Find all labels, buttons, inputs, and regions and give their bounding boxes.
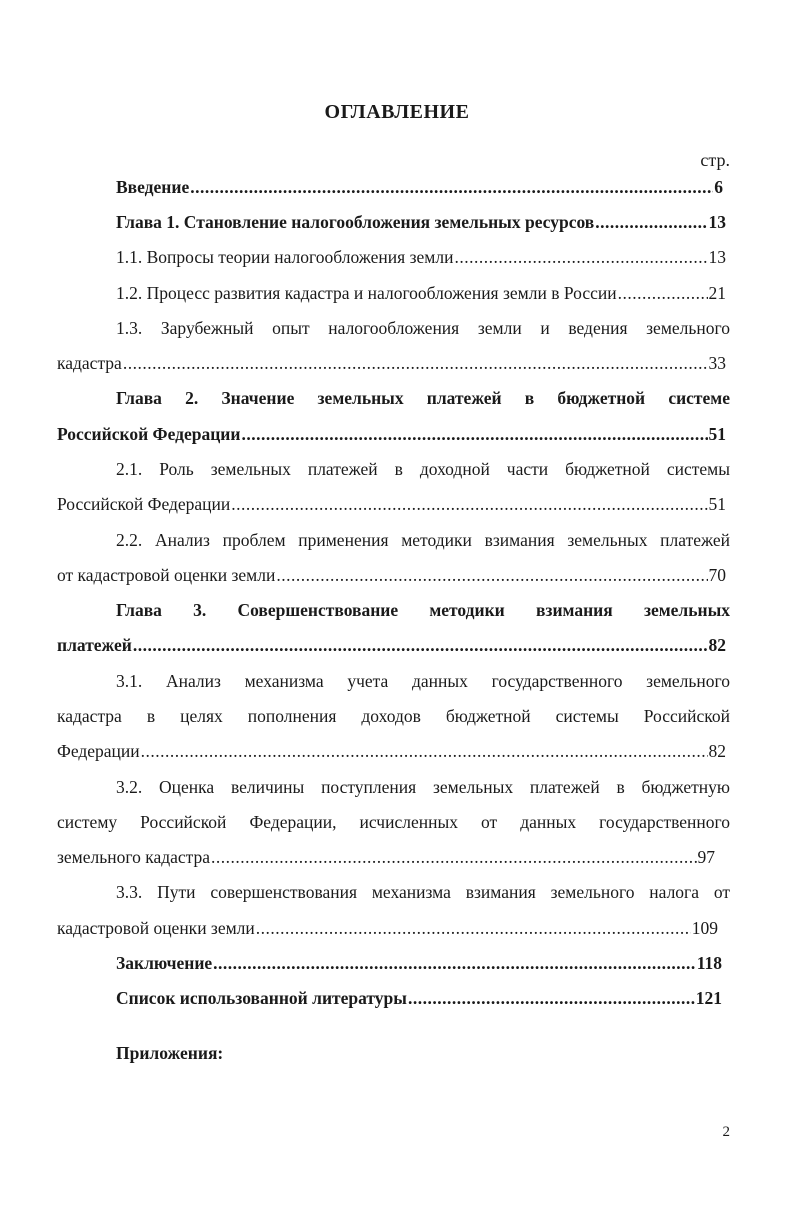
toc-entry-section-3-1-line3[interactable] — [57, 738, 726, 764]
toc-entry-section-3-2-line1[interactable]: 3.2. Оценка величины поступления земельных платежей в бюджетную — [116, 777, 730, 797]
toc-entry-text: Глава 1. Становление налогообложения земельных ресурсов — [116, 212, 595, 232]
toc-entry-page: 13 — [708, 212, 726, 232]
toc-entry-page: 21 — [708, 283, 726, 303]
toc-entry-chapter-3-line2[interactable] — [57, 632, 726, 658]
toc-entry-page: 51 — [708, 494, 726, 514]
toc-entry-chapter-2-line1[interactable]: Глава 2. Значение земельных платежей в бюджетной системе — [116, 388, 730, 408]
leader-dots — [141, 738, 708, 764]
page-number: 2 — [722, 1124, 730, 1140]
toc-entry-text: Федерации — [57, 741, 140, 761]
toc-entry-page: 70 — [708, 565, 726, 585]
toc-entry-text: от кадастровой оценки земли — [57, 565, 276, 585]
leader-dots — [123, 350, 708, 376]
toc-entry-section-2-1-line1[interactable]: 2.1. Роль земельных платежей в доходной части бюджетной системы — [116, 459, 730, 479]
toc-entry-chapter-3-line1[interactable]: Глава 3. Совершенствование методики взимания земельных — [116, 600, 730, 620]
appendix-heading[interactable]: Приложения: — [116, 1043, 224, 1063]
toc-entry-page: 82 — [708, 741, 726, 761]
toc-entry-text: 1.2. Процесс развития кадастра и налогообложения земли в России — [116, 283, 617, 303]
toc-entry-page: 6 — [714, 177, 723, 197]
leader-dots — [241, 421, 707, 447]
toc-entry-text: 1.1. Вопросы теории налогообложения земли — [116, 247, 454, 267]
toc-entry-page: 33 — [708, 353, 726, 373]
leader-dots — [256, 915, 691, 941]
toc-entry-page: 109 — [691, 918, 718, 938]
leader-dots — [408, 985, 695, 1011]
toc-entry-intro[interactable] — [116, 174, 723, 200]
toc-entry-text: Российской Федерации — [57, 424, 241, 444]
toc-entry-section-1-1[interactable] — [116, 244, 726, 270]
leader-dots — [618, 280, 708, 306]
toc-entry-page: 13 — [708, 247, 726, 267]
leader-dots — [133, 632, 708, 658]
toc-entry-page: 97 — [697, 847, 715, 867]
page-title: ОГЛАВЛЕНИЕ — [324, 101, 470, 123]
toc-entry-page: 82 — [708, 635, 726, 655]
toc-entry-section-3-1-line2[interactable]: кадастра в целях пополнения доходов бюджетной системы Российской — [57, 706, 730, 726]
toc-entry-text: Введение — [116, 177, 190, 197]
toc-entry-page: 118 — [696, 953, 722, 973]
toc-entry-section-3-2-line2[interactable]: систему Российской Федерации, исчисленных от данных государственного — [57, 812, 730, 832]
toc-entry-section-1-3-line1[interactable]: 1.3. Зарубежный опыт налогообложения земли и ведения земельного — [116, 318, 730, 338]
leader-dots — [190, 174, 713, 200]
toc-entry-section-3-2-line3[interactable] — [57, 844, 715, 870]
toc-entry-text: платежей — [57, 635, 132, 655]
leader-dots — [276, 562, 707, 588]
toc-entry-section-3-3-line2[interactable] — [57, 915, 718, 941]
toc-entry-text: земельного кадастра — [57, 847, 211, 867]
toc-entry-section-1-2[interactable] — [116, 280, 726, 306]
toc-entry-section-3-1-line1[interactable]: 3.1. Анализ механизма учета данных государственного земельного — [116, 671, 730, 691]
leader-dots — [595, 209, 707, 235]
leader-dots — [231, 491, 707, 517]
toc-entry-section-2-2-line2[interactable] — [57, 562, 726, 588]
leader-dots — [454, 244, 707, 270]
toc-entry-section-2-2-line1[interactable]: 2.2. Анализ проблем применения методики взимания земельных платежей — [116, 530, 730, 550]
toc-entry-chapter-2-line2[interactable] — [57, 421, 726, 447]
toc-entry-page: 51 — [708, 424, 726, 444]
toc-entry-chapter-1[interactable] — [116, 209, 726, 235]
toc-entry-section-3-3-line1[interactable]: 3.3. Пути совершенствования механизма взимания земельного налога от — [116, 882, 730, 902]
toc-entry-text: Список использованной литературы — [116, 988, 407, 1008]
toc-entry-text: кадастровой оценки земли — [57, 918, 255, 938]
toc-entry-text: Заключение — [116, 953, 213, 973]
page-column-label: стр. — [700, 150, 730, 170]
toc-entry-conclusion[interactable] — [116, 950, 722, 976]
toc-entry-text: кадастра — [57, 353, 122, 373]
leader-dots — [213, 950, 696, 976]
toc-entry-text: Российской Федерации — [57, 494, 231, 514]
toc-entry-section-1-3-line2[interactable] — [57, 350, 726, 376]
toc-entry-page: 121 — [695, 988, 722, 1008]
leader-dots — [211, 844, 696, 870]
toc-entry-section-2-1-line2[interactable] — [57, 491, 726, 517]
toc-entry-references[interactable] — [116, 985, 722, 1011]
